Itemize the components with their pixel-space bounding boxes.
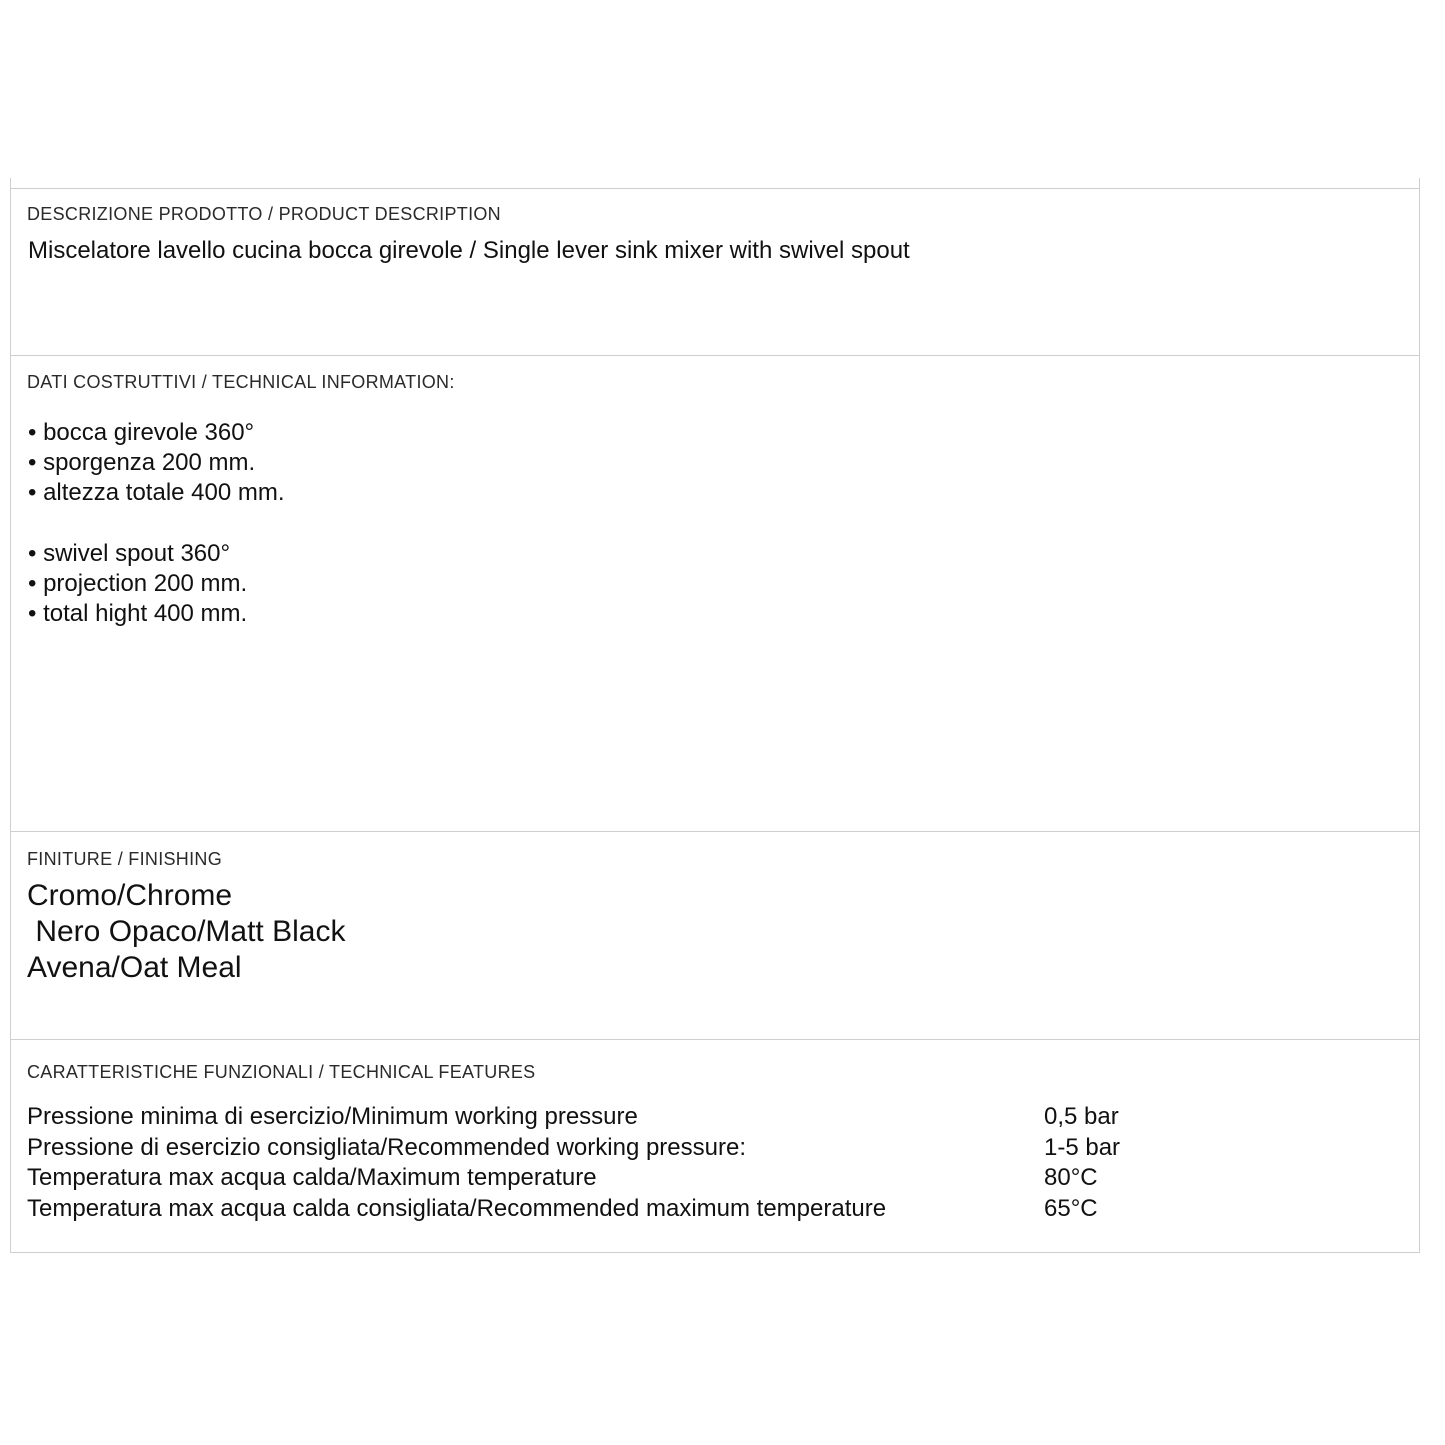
feature-value: 80°C (1044, 1164, 1098, 1191)
product-datasheet (10, 178, 1420, 1253)
technical-information-section (11, 355, 1419, 832)
product-description-section (11, 188, 1419, 356)
technical-features-section (11, 1039, 1419, 1253)
finishing-label: FINITURE / FINISHING (27, 849, 222, 869)
feature-name: Pressione di esercizio consigliata/Recommended working pressure: (27, 1133, 747, 1161)
feature-name: Pressione minima di esercizio/Minimum working pressure (27, 1103, 638, 1130)
list-item: • swivel spout 360° (28, 540, 231, 567)
finish-chrome: Cromo/Chrome (27, 879, 233, 912)
list-item: • bocca girevole 360° (28, 419, 255, 446)
list-item: • sporgenza 200 mm. (28, 449, 256, 476)
feature-name: Temperatura max acqua calda consigliata/Recommended maximum temperature (27, 1194, 887, 1222)
table-row (27, 1194, 1120, 1225)
feature-value: 65°C (1044, 1194, 1098, 1222)
product-description-label: DESCRIZIONE PRODOTTO / PRODUCT DESCRIPTION (27, 204, 501, 224)
technical-list-italian (28, 418, 285, 508)
technical-list-english (28, 539, 247, 629)
table-row (27, 1102, 1120, 1133)
finish-matt-black: Nero Opaco/Matt Black (27, 915, 346, 948)
finish-oat-meal: Avena/Oat Meal (27, 951, 242, 984)
technical-features-label: CARATTERISTICHE FUNZIONALI / TECHNICAL FEATURES (27, 1062, 536, 1082)
feature-value: 0,5 bar (1044, 1103, 1119, 1130)
finishing-section (11, 831, 1419, 1040)
table-row (27, 1163, 1120, 1194)
table-row (27, 1133, 1120, 1164)
list-item: • projection 200 mm. (28, 570, 248, 597)
list-item: • total hight 400 mm. (28, 600, 248, 627)
product-description-text: Miscelatore lavello cucina bocca girevole / Single lever sink mixer with swivel spout (28, 237, 910, 264)
technical-features-table (27, 1102, 1120, 1224)
technical-information-label: DATI COSTRUTTIVI / TECHNICAL INFORMATION: (27, 372, 455, 392)
finishing-list (27, 878, 345, 986)
list-item: • altezza totale 400 mm. (28, 479, 285, 506)
feature-value: 1-5 bar (1044, 1133, 1121, 1161)
feature-name: Temperatura max acqua calda/Maximum temperature (27, 1164, 597, 1191)
